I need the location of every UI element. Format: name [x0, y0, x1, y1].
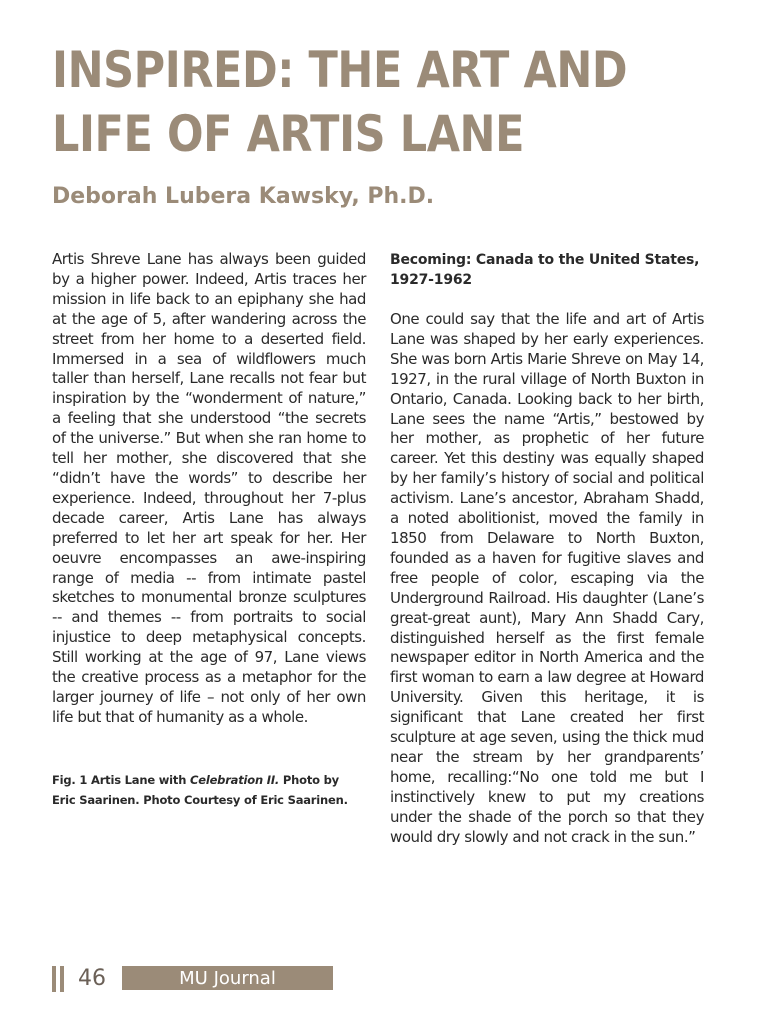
- caption-work-title: Celebration II.: [190, 773, 280, 787]
- page-number: 46: [78, 966, 106, 991]
- left-column: [52, 250, 366, 728]
- journal-name-banner: MU Journal: [122, 966, 333, 990]
- intro-paragraph: Artis Shreve Lane has always been guided by a higher power. Indeed, Artis traces her mission in life back to an epiphany she had at the age of 5, after wandering across the street from her home to a deserted field. Immersed in a sea of wildflowers much taller than herself, Lane recalls not fear but inspiration by the “wonderment of nature,” a feeling that she understood “the secrets of the universe.” But when she ran home to tell her mother, she discovered that she “didn’t have the words” to describe her experience. Indeed, throughout her 7-plus decade career, Artis Lane has always preferred to let her art speak for her. Her oeuvre encompasses an awe-inspiring range of media -- from intimate pastel sketches to monumental bronze sculptures -- and themes -- from portraits to social injustice to deep metaphysical concepts. Still working at the age of 97, Lane views the creative process as a metaphor for the larger journey of life – not only of her own life but that of humanity as a whole.: [52, 250, 366, 726]
- article-title-line-2: LIFE OF ARTIS LANE: [52, 105, 525, 163]
- section-heading: Becoming: Canada to the United States, 1927-1962: [390, 252, 700, 288]
- article-title-line-1: INSPIRED: THE ART AND: [52, 41, 628, 99]
- figure-caption: [52, 770, 366, 810]
- footer-bars-ornament: [52, 966, 64, 992]
- author-byline: Deborah Lubera Kawsky, Ph.D.: [52, 184, 435, 209]
- caption-prefix: Fig. 1 Artis Lane with: [52, 773, 190, 787]
- article-title: [52, 38, 628, 166]
- section-paragraph: One could say that the life and art of Artis Lane was shaped by her early experiences. She was born Artis Marie Shreve on May 14, 1927, in the rural village of North Buxton in Ontario, Canada. Looking back to her birth, Lane sees the name “Artis,” bestowed by her mother, as prophetic of her future career. Yet this destiny was equally shaped by her family’s history of social and political activism. Lane’s ancestor, Abraham Shadd, a noted abolitionist, moved the family in 1850 from Delaware to North Buxton, founded as a haven for fugitive slaves and free people of color, escaping via the Underground Railroad. His daughter (Lane’s great-great aunt), Mary Ann Shadd Cary, distinguished herself as the first female newspaper editor in North America and the first woman to earn a law degree at Howard University. Given this heritage, it is significant that Lane created her first sculpture at age seven, using the thick mud near the stream by her grandparents’ home, recalling:“No one told me but I instinctively knew to put my creations under the shade of the porch so that they would dry slowly and not crack in the sun.”: [390, 310, 704, 846]
- right-column: [390, 250, 704, 847]
- caption-suffix: Photo by Eric Saarinen. Photo Courtesy of Eric Saarinen.: [52, 773, 348, 807]
